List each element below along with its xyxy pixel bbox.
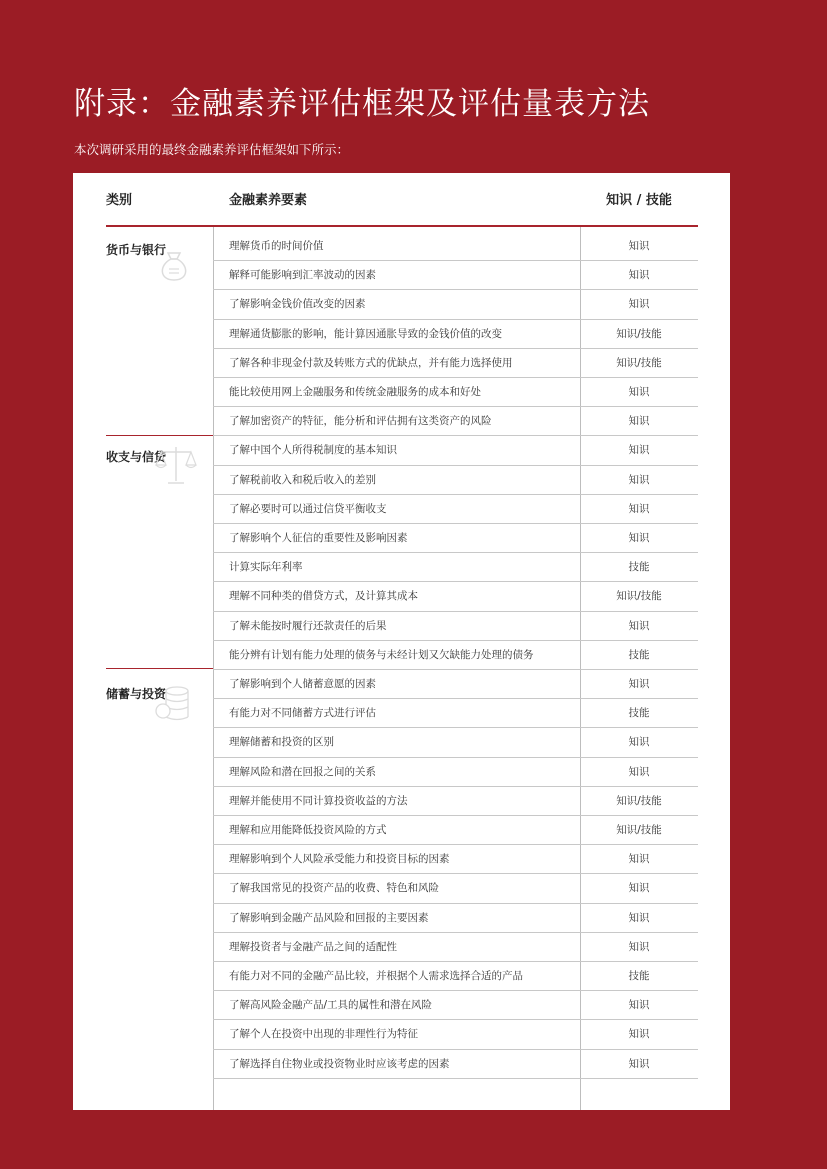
element-cell: 了解我国常见的投资产品的收费、特色和风险 [229, 882, 439, 895]
table-row [213, 524, 698, 553]
table-row [213, 466, 698, 495]
type-cell: 技能 [628, 561, 650, 574]
table-row [213, 641, 698, 670]
money-bag-icon [153, 249, 195, 283]
type-cell: 知识 [628, 940, 650, 953]
table-row [213, 787, 698, 816]
type-cell: 知识 [628, 240, 650, 252]
table-row [213, 933, 698, 962]
type-cell: 知识 [628, 269, 650, 282]
type-cell: 知识 [628, 736, 650, 749]
table-row [213, 261, 698, 290]
table-row [213, 904, 698, 933]
type-cell: 知识 [628, 882, 650, 895]
type-cell: 知识 [628, 532, 650, 544]
element-cell: 了解影响到金融产品风险和回报的主要因素 [229, 911, 429, 924]
type-cell: 知识 [628, 999, 650, 1012]
element-cell: 了解未能按时履行还款责任的后果 [229, 619, 387, 632]
header-rule [106, 225, 698, 227]
element-cell: 理解和应用能降低投资风险的方式 [229, 824, 387, 836]
type-cell: 技能 [628, 707, 650, 720]
type-cell: 知识 [628, 444, 650, 457]
element-cell: 了解影响个人征信的重要性及影响因素 [229, 532, 408, 544]
element-cell: 理解货币的时间价值 [229, 240, 324, 252]
type-cell: 知识 [628, 1028, 650, 1041]
table-row [213, 758, 698, 787]
element-cell: 了解各种非现金付款及转账方式的优缺点，并有能力选择使用 [229, 356, 513, 369]
element-cell: 理解通货膨胀的影响，能计算因通胀导致的金钱价值的改变 [229, 327, 502, 340]
table-row [213, 991, 698, 1020]
table-row [213, 378, 698, 407]
table-row [213, 320, 698, 349]
table-row [213, 816, 698, 845]
type-cell: 知识 [628, 619, 650, 632]
table-row [213, 582, 698, 611]
category-divider [106, 435, 213, 436]
table-row [213, 1020, 698, 1049]
element-cell: 解释可能影响到汇率波动的因素 [229, 269, 376, 282]
page-subtitle: 本次调研采用的最终金融素养评估框架如下所示： [74, 142, 350, 157]
element-cell: 了解个人在投资中出现的非理性行为特征 [229, 1028, 418, 1041]
table-row [213, 699, 698, 728]
element-cell: 理解储蓄和投资的区别 [229, 736, 334, 749]
type-cell: 知识/技能 [616, 794, 662, 807]
type-cell: 知识 [628, 386, 650, 398]
type-cell: 知识 [628, 298, 650, 311]
category-label: 货币与银行 [106, 243, 167, 257]
element-cell: 理解投资者与金融产品之间的适配性 [229, 940, 397, 953]
header-type: 知识 / 技能 [606, 193, 672, 208]
element-cell: 了解高风险金融产品/工具的属性和潜在风险 [229, 999, 433, 1012]
element-cell: 理解不同种类的借贷方式，及计算其成本 [229, 590, 418, 603]
table-row [213, 349, 698, 378]
table-row [213, 436, 698, 465]
type-cell: 知识/技能 [616, 590, 662, 603]
element-cell: 理解风险和潜在回报之间的关系 [229, 765, 376, 778]
type-cell: 技能 [628, 648, 650, 661]
type-cell: 知识 [628, 853, 650, 866]
coin-stack-icon [153, 681, 197, 727]
table-row [213, 232, 698, 261]
framework-table [73, 173, 730, 1110]
element-cell: 了解税前收入和税后收入的差别 [229, 473, 376, 486]
element-cell: 有能力对不同储蓄方式进行评估 [229, 707, 376, 720]
type-cell: 知识 [628, 502, 650, 515]
category-divider [106, 668, 213, 669]
element-cell: 了解选择自住物业或投资物业时应该考虑的因素 [229, 1057, 450, 1070]
type-cell: 知识 [628, 1057, 650, 1070]
category-label: 储蓄与投资 [106, 687, 167, 701]
table-row [213, 290, 698, 319]
table-row [213, 553, 698, 582]
type-cell: 知识 [628, 415, 650, 428]
element-cell: 了解影响金钱价值改变的因素 [229, 298, 366, 311]
table-row [213, 612, 698, 641]
type-cell: 知识/技能 [616, 327, 662, 340]
type-cell: 技能 [628, 970, 650, 982]
header-category: 类别 [106, 193, 133, 208]
element-cell: 了解必要时可以通过信贷平衡收支 [229, 502, 387, 515]
element-cell: 能比较使用网上金融服务和传统金融服务的成本和好处 [229, 386, 481, 398]
element-cell: 了解加密资产的特征，能分析和评估拥有这类资产的风险 [229, 415, 492, 428]
element-cell: 理解影响到个人风险承受能力和投资目标的因素 [229, 853, 450, 866]
element-cell: 有能力对不同的金融产品比较，并根据个人需求选择合适的产品 [229, 970, 523, 982]
table-row [213, 407, 698, 436]
table-row [213, 962, 698, 991]
category-label: 收支与信贷 [106, 450, 167, 464]
type-cell: 知识 [628, 765, 650, 778]
type-cell: 知识 [628, 678, 650, 690]
type-cell: 知识/技能 [616, 356, 662, 369]
table-row [213, 845, 698, 874]
type-cell: 知识/技能 [616, 824, 662, 836]
type-cell: 知识 [628, 473, 650, 486]
table-row [213, 670, 698, 699]
element-cell: 计算实际年利率 [229, 561, 303, 574]
element-cell: 理解并能使用不同计算投资收益的方法 [229, 794, 408, 807]
table-row [213, 1050, 698, 1079]
page-title: 附录：金融素养评估框架及评估量表方法 [74, 86, 650, 122]
table-row [213, 495, 698, 524]
element-cell: 了解影响到个人储蓄意愿的因素 [229, 678, 376, 690]
table-row [213, 728, 698, 757]
type-cell: 知识 [628, 911, 650, 924]
element-cell: 了解中国个人所得税制度的基本知识 [229, 444, 397, 457]
table-row [213, 874, 698, 903]
header-element: 金融素养要素 [229, 193, 308, 208]
element-cell: 能分辨有计划有能力处理的债务与未经计划又欠缺能力处理的债务 [229, 648, 534, 661]
balance-scale-icon [153, 443, 199, 487]
